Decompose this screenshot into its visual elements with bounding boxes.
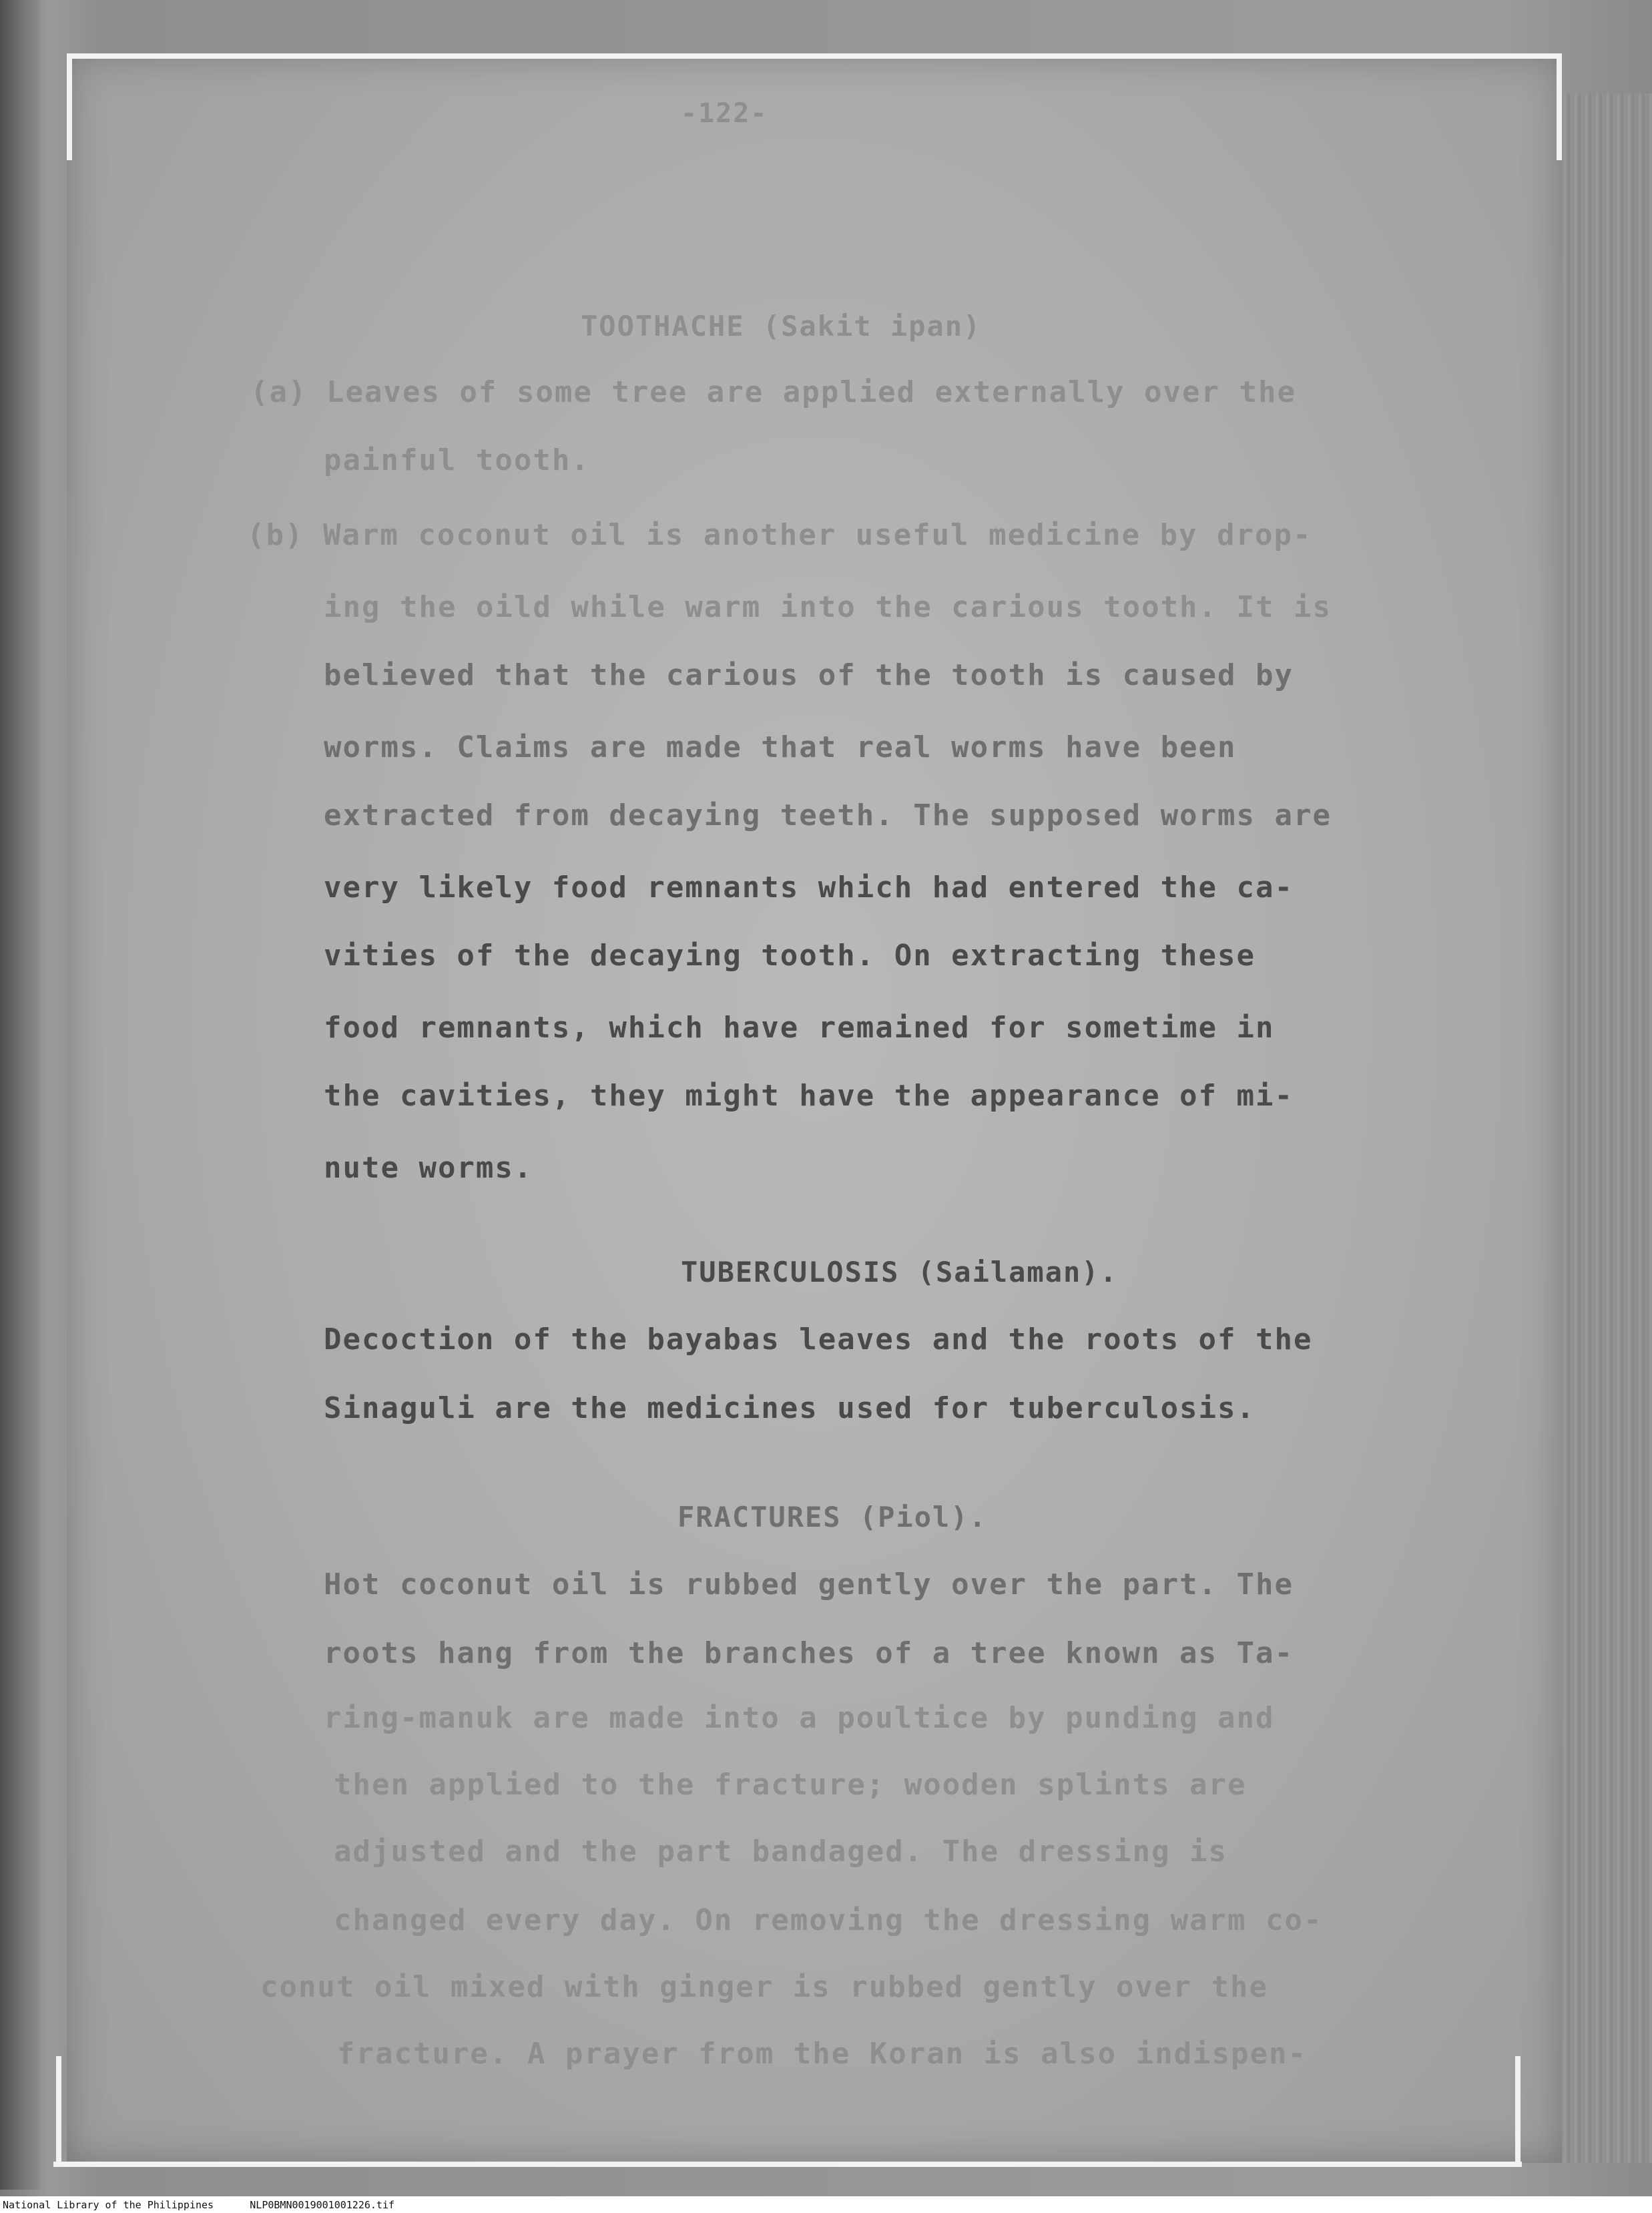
toothache-heading: TOOTHACHE (Sakit ipan) [581,310,982,342]
fractures-line-2: roots hang from the branches of a tree known as Ta- [324,1636,1294,1670]
fractures-line-7: conut oil mixed with ginger is rubbed gently over the [260,1970,1268,2004]
toothache-a-line-2: painful tooth. [324,443,590,477]
toothache-b-line-10: nute worms. [324,1151,533,1185]
fractures-line-5: adjusted and the part bandaged. The dressing is [334,1834,1228,1869]
frame-line-left [67,53,72,160]
tuberculosis-line-2: Sinaguli are the medicines used for tuberculosis. [324,1391,1256,1425]
toothache-a-line-1: (a) Leaves of some tree are applied externally over the [250,375,1296,409]
toothache-b-line-8: food remnants, which have remained for sometime in [324,1011,1275,1045]
toothache-b-line-6: very likely food remnants which had entered the ca- [324,871,1294,905]
toothache-b-line-3: believed that the carious of the tooth is caused by [324,658,1294,692]
adjacent-page-edge [0,0,40,2190]
fractures-line-8: fracture. A prayer from the Koran is also indispen- [337,2037,1308,2071]
tuberculosis-heading: TUBERCULOSIS (Sailaman). [681,1256,1118,1288]
fractures-line-3: ring-manuk are made into a poultice by punding and [324,1701,1275,1735]
fractures-line-1: Hot coconut oil is rubbed gently over the part. The [324,1567,1294,1602]
frame-line-right-bottom [1515,2056,1521,2167]
frame-line-left-bottom [56,2056,61,2167]
fractures-line-6: changed every day. On removing the dressing warm co- [334,1903,1323,1937]
frame-line-top [67,53,1562,59]
toothache-b-line-7: vities of the decaying tooth. On extracting these [324,939,1256,973]
frame-line-bottom [53,2162,1522,2167]
page-number: -122- [681,98,768,129]
tuberculosis-line-1: Decoction of the bayabas leaves and the roots of the [324,1322,1313,1357]
toothache-b-line-9: the cavities, they might have the appearance of mi- [324,1079,1294,1113]
footer-caption: National Library of the Philippines NLP0BMN0019001001226.tif [3,2199,394,2211]
frame-line-right [1557,53,1562,160]
toothache-b-line-5: extracted from decaying teeth. The supposed worms are [324,798,1332,832]
fractures-line-4: then applied to the fracture; wooden splints are [334,1768,1247,1802]
fractures-heading: FRACTURES (Piol). [677,1501,987,1533]
toothache-b-line-4: worms. Claims are made that real worms have been [324,730,1237,764]
toothache-b-line-1: (b) Warm coconut oil is another useful medicine by drop- [247,518,1312,552]
toothache-b-line-2: ing the oild while warm into the carious tooth. It is [324,590,1332,624]
